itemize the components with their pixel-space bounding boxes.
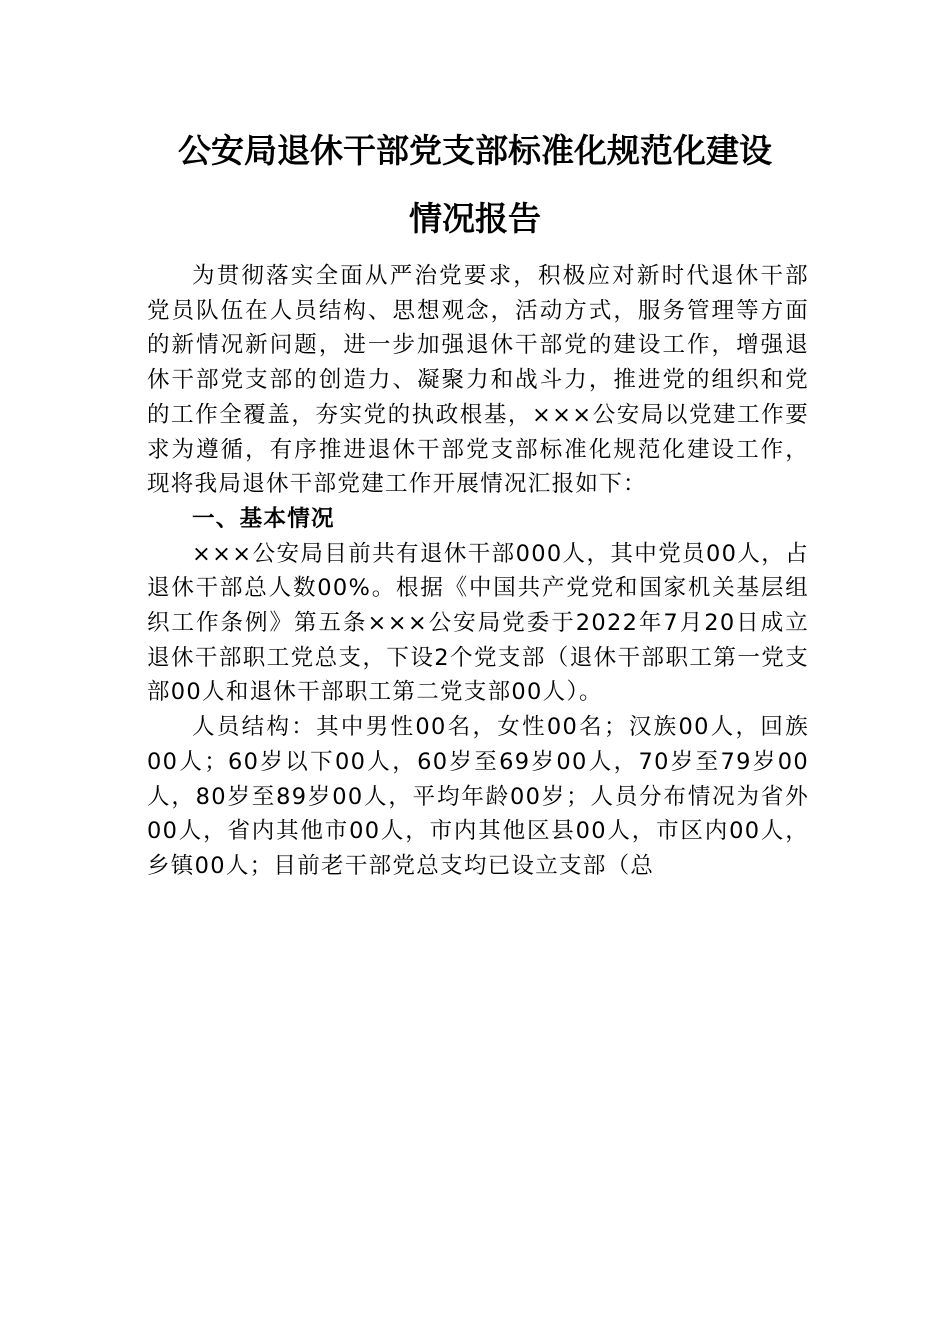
document-title-line-1: 公安局退休干部党支部标准化规范化建设 — [178, 131, 772, 170]
intro-paragraph: 为贯彻落实全面从严治党要求，积极应对新时代退休干部党员队伍在人员结构、思想观念，活动方式，服务管理等方面的新情况新问题，进一步加强退休干部党的建设工作，增强退休干部党支部的创造力、凝聚力和战斗力，推进党的组织和党的工作全覆盖，夯实党的执政根基，×××公安局以党建工作要求为遵循，有序推进退休干部党支部标准化规范化建设工作，现将我局退休干部党建工作开展情况汇报如下： — [147, 263, 809, 498]
section-heading-basic-situation: 一、基本情况 — [192, 505, 335, 532]
document-body — [147, 259, 809, 884]
personnel-structure-paragraph: 人员结构：其中男性00名，女性00名；汉族00人，回族00人；60岁以下00人，60岁至69岁00人，70岁至79岁00人，80岁至89岁00人，平均年龄00岁；人员分布情况为省外00人，省内其他市00人，市内其他区县00人，市区内00人，乡镇00人；目前老干部党总支均已设立支部（总 — [147, 714, 809, 879]
document-title-line-2: 情况报告 — [409, 199, 541, 238]
basic-situation-paragraph: ×××公安局目前共有退休干部000人，其中党员00人，占退休干部总人数00%。根据《中国共产党党和国家机关基层组织工作条例》第五条×××公安局党委于2022年7月20日成立退休干部职工党总支，下设2个党支部（退休干部职工第一党支部00人和退休干部职工第二党支部00人）。 — [147, 540, 809, 706]
